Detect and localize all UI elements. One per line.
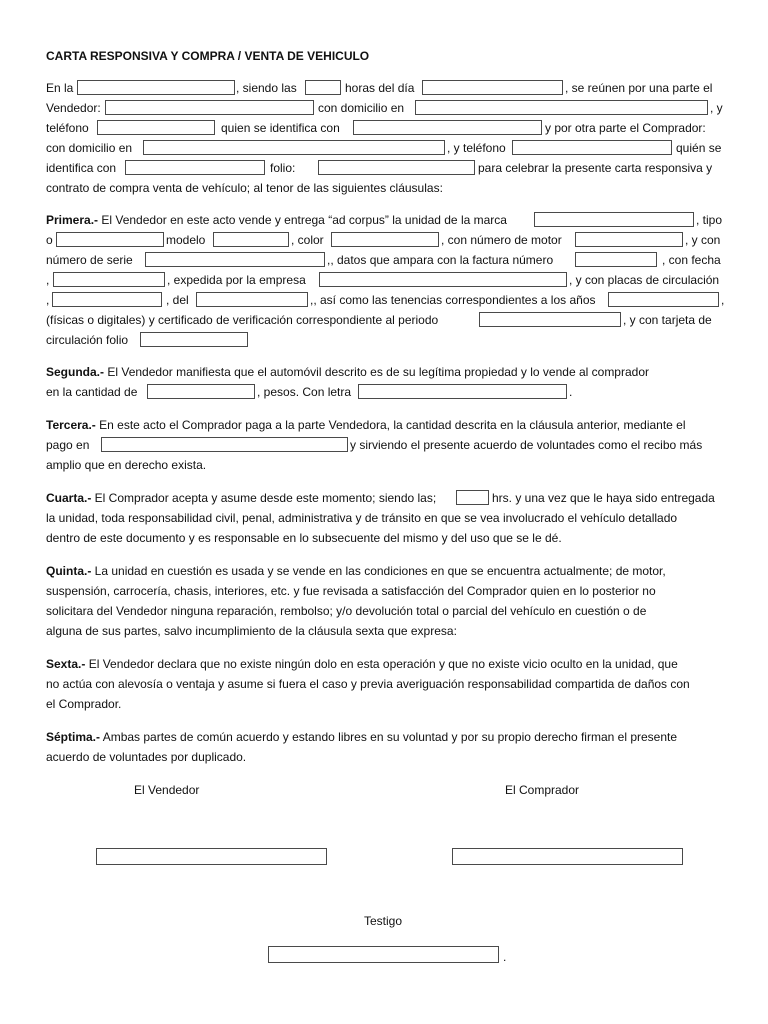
vendedor-domicilio-field[interactable] xyxy=(415,100,708,115)
modelo-field[interactable] xyxy=(213,232,289,247)
seller-signature-field[interactable] xyxy=(96,848,327,865)
vendedor-identificacion-field[interactable] xyxy=(353,120,542,135)
clause-primera-text: número de serie xyxy=(46,253,133,267)
clause-septima-heading: Séptima.- xyxy=(46,730,101,744)
clause-sexta-text: El Vendedor declara que no existe ningún dolo en esta operación y que no existe vicio oculto en la unidad, que xyxy=(85,657,678,671)
factura-fecha-field[interactable] xyxy=(53,272,165,287)
clause-primera-line xyxy=(46,213,507,227)
hora-entrega-field[interactable] xyxy=(456,490,489,505)
clause-primera-text: , expedida por la empresa xyxy=(167,273,306,287)
clause-cuarta-heading: Cuarta.- xyxy=(46,491,92,505)
clause-primera-text: , tipo xyxy=(696,213,723,227)
comprador-identificacion-field[interactable] xyxy=(125,160,265,175)
clause-primera-text: (físicas o digitales) y certificado de verificación correspondiente al periodo xyxy=(46,313,439,327)
clause-sexta-text: no actúa con alevosía o ventaja y asume si fuera el caso y previa averiguación responsabilidad compartida de daños con xyxy=(46,677,690,691)
clause-primera-text: , color xyxy=(291,233,324,247)
comprador-domicilio-field[interactable] xyxy=(143,140,445,155)
clause-primera-text: , y con xyxy=(685,233,721,247)
intro-text: , y xyxy=(710,101,723,115)
comprador-telefono-field[interactable] xyxy=(512,140,672,155)
document-title: CARTA RESPONSIVA Y COMPRA / VENTA DE VEHICULO xyxy=(46,49,370,63)
clause-primera-text: , xyxy=(46,293,50,307)
intro-text: con domicilio en xyxy=(318,101,405,115)
buyer-signature-field[interactable] xyxy=(452,848,683,865)
clause-tercera-text: amplio que en derecho exista. xyxy=(46,458,207,472)
intro-text: teléfono xyxy=(46,121,89,135)
clause-primera-text: , xyxy=(46,273,50,287)
clause-septima-text: Ambas partes de común acuerdo y estando libres en su voluntad y por su propio derecho firman el presente xyxy=(100,730,678,744)
clause-primera-text: modelo xyxy=(166,233,206,247)
clause-primera-text: , xyxy=(721,293,725,307)
clause-septima-text: acuerdo de voluntades por duplicado. xyxy=(46,750,247,764)
clause-segunda-heading: Segunda.- xyxy=(46,365,105,379)
vendedor-telefono-field[interactable] xyxy=(97,120,215,135)
clause-primera-text: , con fecha xyxy=(662,253,721,267)
clause-quinta-heading: Quinta.- xyxy=(46,564,92,578)
intro-text: folio: xyxy=(270,161,296,175)
empresa-field[interactable] xyxy=(319,272,567,287)
vendedor-nombre-field[interactable] xyxy=(105,100,314,115)
intro-text: y por otra parte el Comprador: xyxy=(545,121,706,135)
tarjeta-folio-field[interactable] xyxy=(140,332,248,347)
clause-quinta-text: suspensión, carrocería, chasis, interiores, etc. y fue revisada a satisfacción del Comprador quien en lo posterior no xyxy=(46,584,656,598)
clause-primera-heading: Primera.- xyxy=(46,213,99,227)
clause-quinta-text: solicitara del Vendedor ninguna reparación, rembolso; y/o devolución total o parcial del vehículo en cuestión o de xyxy=(46,604,647,618)
clause-primera-text: circulación folio xyxy=(46,333,129,347)
clause-sexta-text: el Comprador. xyxy=(46,697,122,711)
intro-text: horas del día xyxy=(345,81,415,95)
lugar-field[interactable] xyxy=(77,80,235,95)
clause-septima-line xyxy=(46,730,677,744)
cantidad-field[interactable] xyxy=(147,384,255,399)
intro-text: con domicilio en xyxy=(46,141,133,155)
clause-tercera-text: pago en xyxy=(46,438,90,452)
clause-segunda-text: El Vendedor manifiesta que el automóvil descrito es de su legítima propiedad y lo vende al comprador xyxy=(104,365,649,379)
clause-primera-text: El Vendedor en este acto vende y entrega “ad corpus” la unidad de la marca xyxy=(98,213,507,227)
clause-quinta-line xyxy=(46,564,666,578)
placas-field[interactable] xyxy=(52,292,162,307)
clause-cuarta-text: El Comprador acepta y asume desde este momento; siendo las; xyxy=(91,491,437,505)
clause-cuarta-text: hrs. y una vez que le haya sido entregada xyxy=(492,491,715,505)
clause-primera-text: , y con placas de circulación xyxy=(569,273,720,287)
clause-primera-text: , y con tarjeta de xyxy=(623,313,712,327)
intro-text: , se reúnen por una parte el xyxy=(565,81,713,95)
clause-segunda-text: , pesos. Con letra xyxy=(257,385,352,399)
intro-text: quien se identifica con xyxy=(221,121,340,135)
witness-signature-label: Testigo xyxy=(364,914,403,928)
hora-field[interactable] xyxy=(305,80,341,95)
clause-primera-text: ,, así como las tenencias correspondientes a los años xyxy=(310,293,596,307)
clause-quinta-text: La unidad en cuestión es usada y se vende en las condiciones en que se encuentra actualmente; de motor, xyxy=(91,564,666,578)
clause-primera-text: ,, datos que ampara con la factura número xyxy=(327,253,554,267)
clause-primera-text: , con número de motor xyxy=(441,233,562,247)
clause-tercera-text: En este acto el Comprador paga a la parte Vendedora, la cantidad descrita en la cláusula anterior, mediante el xyxy=(95,418,686,432)
verificacion-periodo-field[interactable] xyxy=(479,312,621,327)
clause-tercera-text: y sirviendo el presente acuerdo de voluntades como el recibo más xyxy=(350,438,703,452)
intro-text: quién se xyxy=(676,141,722,155)
pago-en-field[interactable] xyxy=(101,437,348,452)
cantidad-letra-field[interactable] xyxy=(358,384,567,399)
clause-quinta-text: alguna de sus partes, salvo incumplimiento de la cláusula sexta que expresa: xyxy=(46,624,457,638)
dia-field[interactable] xyxy=(422,80,563,95)
clause-cuarta-text: la unidad, toda responsabilidad civil, penal, administrativa y de tránsito en que se vea involucrado el vehículo detallado xyxy=(46,511,678,525)
buyer-signature-label: El Comprador xyxy=(505,783,580,797)
clause-sexta-heading: Sexta.- xyxy=(46,657,86,671)
comprador-folio-field[interactable] xyxy=(318,160,475,175)
clause-cuarta-line xyxy=(46,491,436,505)
placas-del-field[interactable] xyxy=(196,292,308,307)
intro-text: contrato de compra venta de vehículo; al tenor de las siguientes cláusulas: xyxy=(46,181,443,195)
clause-segunda-text: . xyxy=(569,385,573,399)
motor-field[interactable] xyxy=(575,232,683,247)
clause-primera-text: o xyxy=(46,233,53,247)
intro-text: para celebrar la presente carta responsiva y xyxy=(478,161,713,175)
witness-signature-field[interactable] xyxy=(268,946,499,963)
color-field[interactable] xyxy=(331,232,439,247)
tipo-field[interactable] xyxy=(56,232,164,247)
intro-text: Vendedor: xyxy=(46,101,101,115)
clause-primera-text: , del xyxy=(166,293,189,307)
intro-text: En la xyxy=(46,81,74,95)
clause-tercera-heading: Tercera.- xyxy=(46,418,96,432)
clause-tercera-line xyxy=(46,418,686,432)
clause-sexta-line xyxy=(46,657,678,671)
clause-segunda-text: en la cantidad de xyxy=(46,385,138,399)
factura-numero-field[interactable] xyxy=(575,252,657,267)
intro-text: identifica con xyxy=(46,161,117,175)
seller-signature-label: El Vendedor xyxy=(134,783,200,797)
serie-field[interactable] xyxy=(145,252,325,267)
intro-text: , y teléfono xyxy=(447,141,506,155)
tenencias-anos-field[interactable] xyxy=(608,292,719,307)
witness-period: . xyxy=(503,950,507,964)
clause-segunda-line xyxy=(46,365,649,379)
clause-cuarta-text: dentro de este documento y es responsable en lo subsecuente del mismo y del uso que se le dé. xyxy=(46,531,562,545)
intro-text: , siendo las xyxy=(236,81,297,95)
marca-field[interactable] xyxy=(534,212,694,227)
